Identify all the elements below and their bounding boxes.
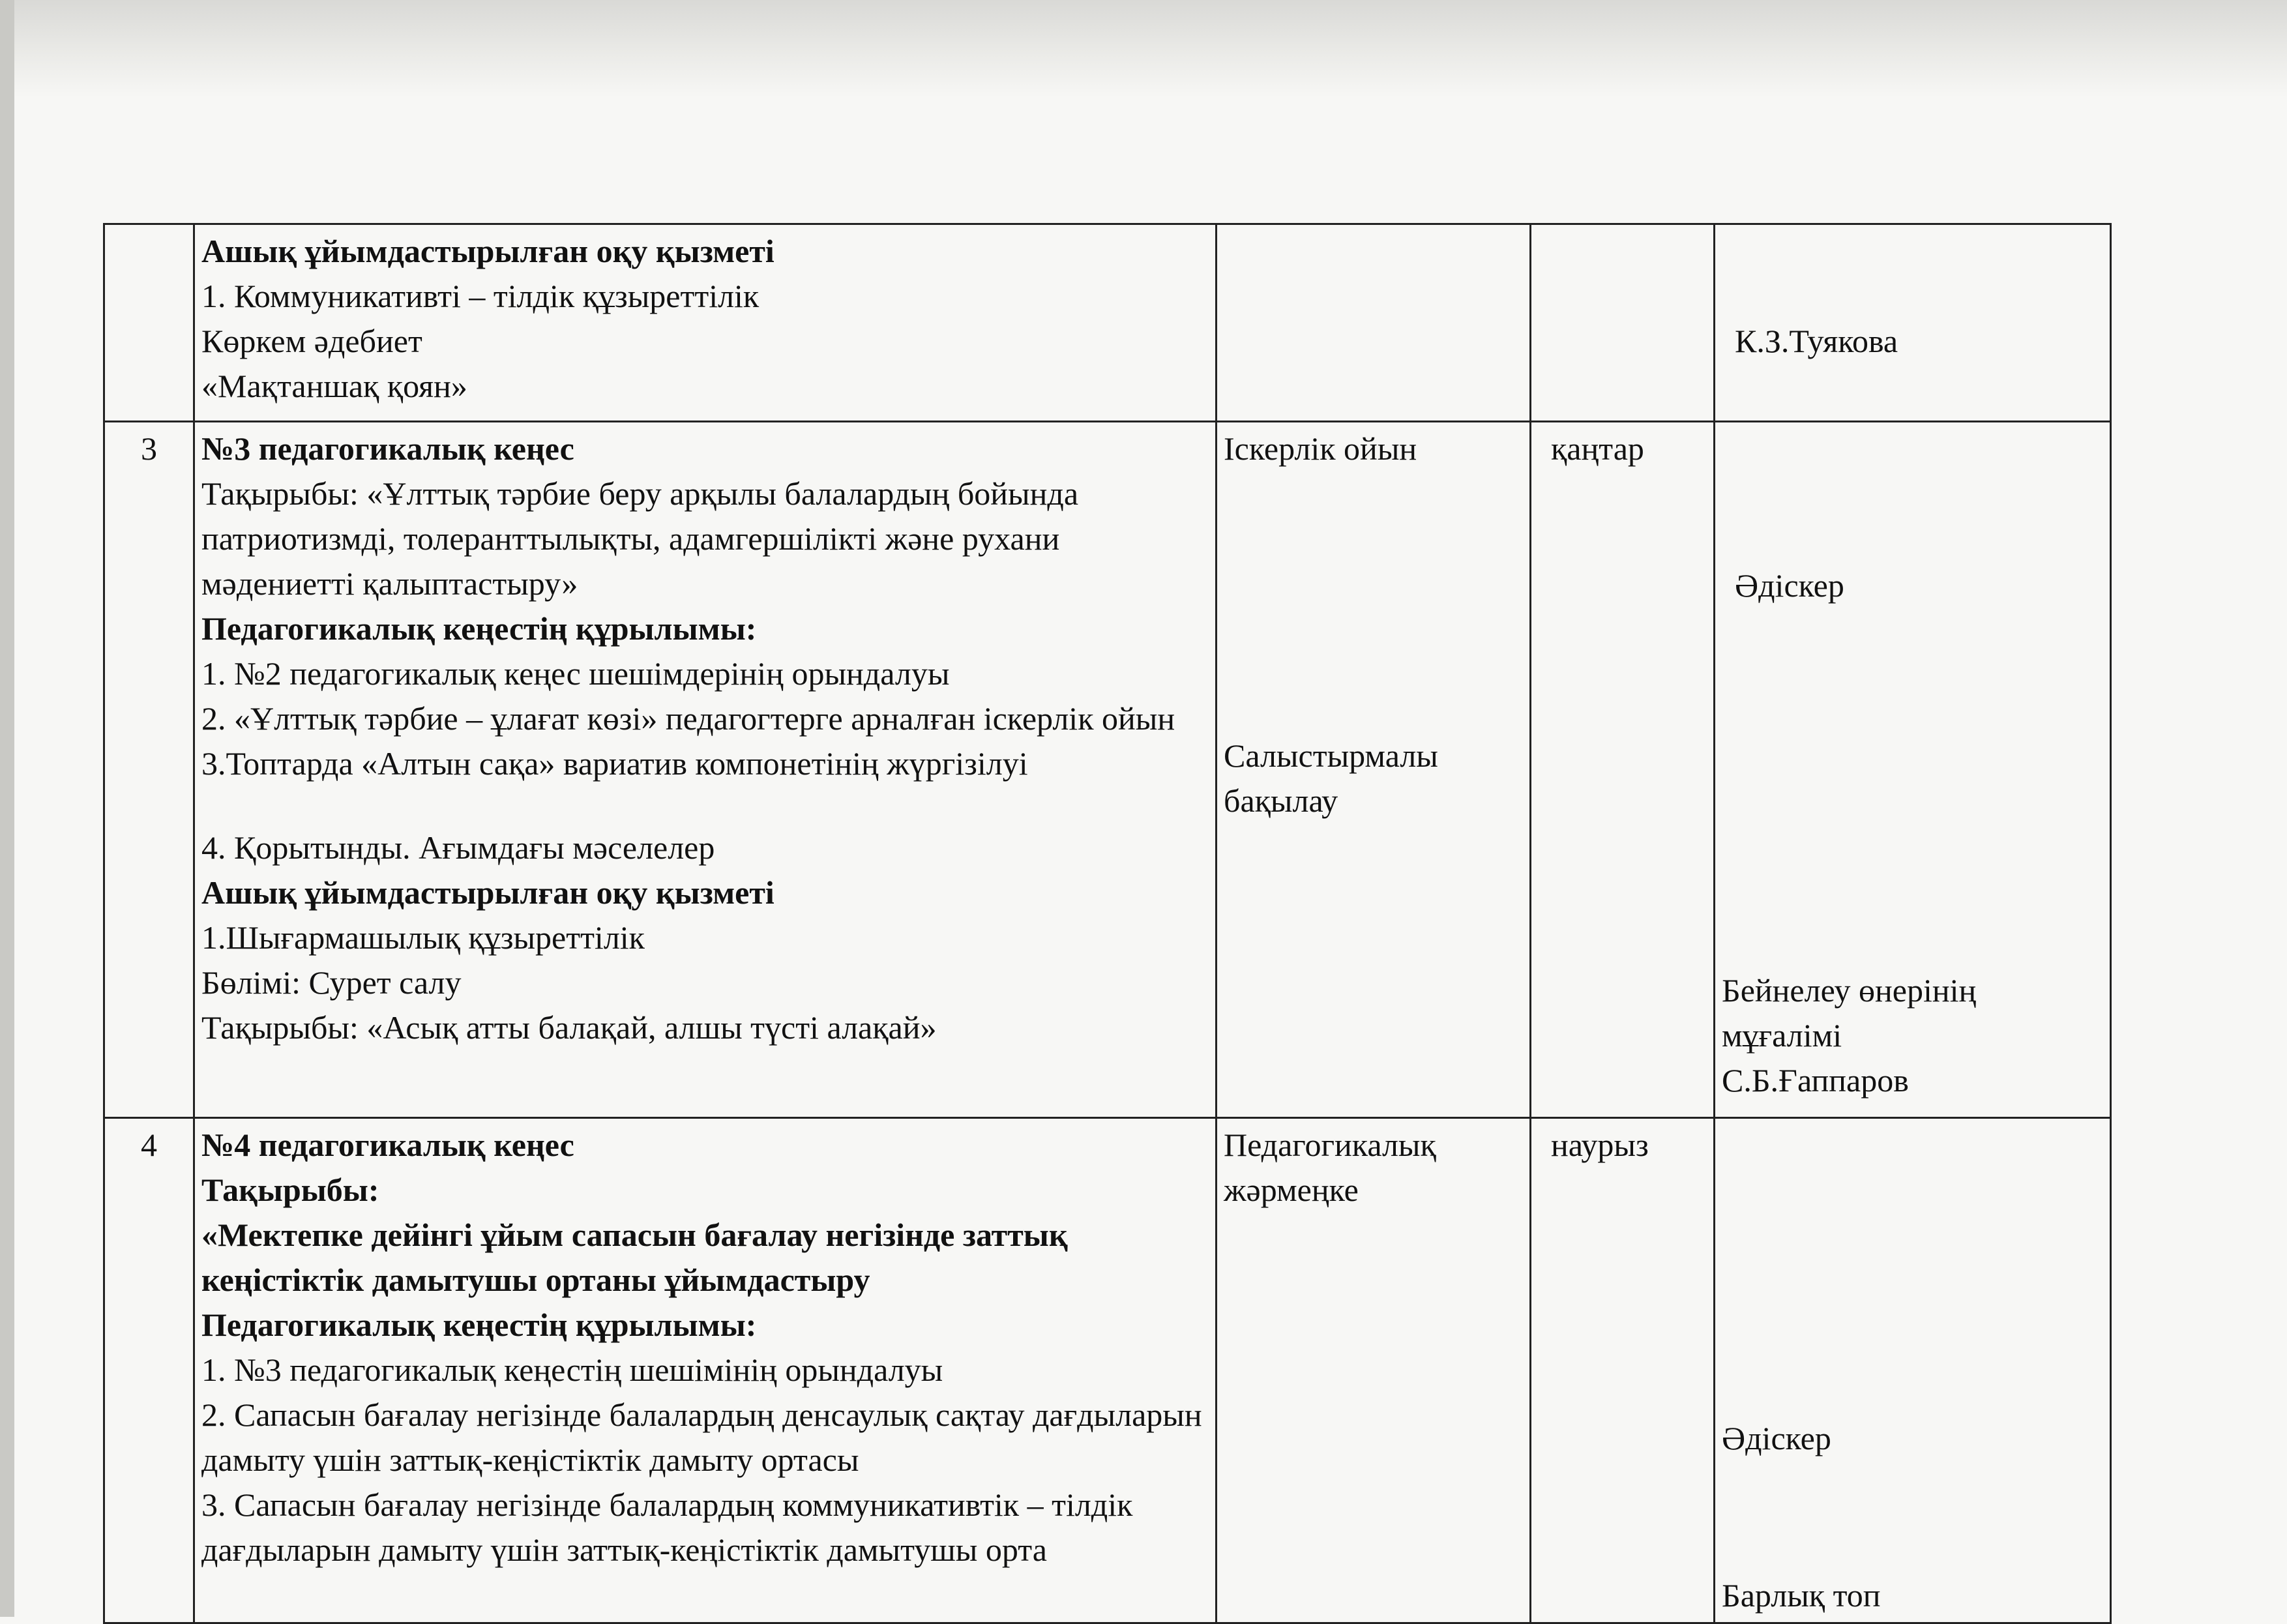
event-line: 3. Сапасын бағалау негізінде балалардың коммуникативтік – тілдік дағдыларын дамыту үшін заттық-кеңістіктік дамытушы орта [201, 1486, 1133, 1568]
event-line: Педагогикалық кеңестің құрылымы: [201, 1307, 757, 1343]
event-line: Ашық ұйымдастырылған оқу қызметі [201, 233, 775, 269]
plan-table [103, 223, 2112, 1624]
date-label: наурыз [1551, 1127, 1649, 1163]
form-label: Іскерлік ойын [1224, 430, 1417, 467]
event-form [1217, 422, 1531, 1118]
form-label: Салыстырмалы бақылау [1224, 737, 1438, 819]
event-line: Тақырыбы: «Асық атты балақай, алшы түсті алақай» [201, 1009, 937, 1046]
date-label: қаңтар [1551, 430, 1644, 467]
responsible-name: К.З.Туякова [1735, 323, 1898, 359]
event-line: 1. №3 педагогикалық кеңестің шешімінің орындалуы [201, 1351, 943, 1388]
event-line: 1.Шығармашылық құзыреттілік [201, 919, 645, 956]
row-number: 3 [104, 422, 194, 1118]
event-line: №4 педагогикалық кеңес [201, 1127, 574, 1163]
event-line: №3 педагогикалық кеңес [201, 430, 574, 467]
scan-shadow-top [0, 0, 2287, 98]
responsible-name: Әдіскер [1735, 567, 1844, 604]
event-line: 2. «Ұлттық тәрбие – ұлағат көзі» педагогтерге арналған іскерлік ойын [201, 700, 1175, 737]
event-topic: Тақырыбы: «Ұлттық тәрбие беру арқылы балалардың бойында патриотизмді, толеранттылықты, адамгершілікті және рухани мәдениетті қалыптастыру» [201, 475, 1079, 602]
event-responsible [1715, 1118, 2111, 1623]
event-topic: «Мектепке дейінгі ұйым сапасын бағалау негізінде заттық кеңістіктік дамытушы ортаны ұйымдастыру [201, 1217, 1068, 1298]
event-description [194, 224, 1217, 422]
table-row [104, 422, 2111, 1118]
event-line: «Мақтаншақ қоян» [201, 368, 467, 404]
row-number: 4 [104, 1118, 194, 1623]
scan-edge-left [0, 0, 14, 1617]
event-form [1217, 1118, 1531, 1623]
event-line: Тақырыбы: [201, 1172, 379, 1208]
responsible-name: Әдіскер [1722, 1420, 1831, 1456]
event-line: Көркем әдебиет [201, 323, 422, 359]
event-responsible [1715, 422, 2111, 1118]
event-description [194, 1118, 1217, 1623]
event-line: Педагогикалық кеңестің құрылымы: [201, 610, 757, 647]
event-responsible [1715, 224, 2111, 422]
event-line: 4. Қорытынды. Ағымдағы мәселелер [201, 829, 715, 866]
responsible-name: С.Б.Ғаппаров [1722, 1062, 1909, 1099]
event-line: 2. Сапасын бағалау негізінде балалардың денсаулық сақтау дағдыларын дамыту үшін заттық-кеңістіктік дамыту ортасы [201, 1396, 1202, 1478]
table-row [104, 1118, 2111, 1623]
responsible-name: Барлық топ [1722, 1577, 1881, 1614]
event-form [1217, 224, 1531, 422]
event-line: 1. №2 педагогикалық кеңес шешімдерінің орындалуы [201, 655, 950, 692]
event-date [1531, 224, 1715, 422]
event-line: Бөлімі: Сурет салу [201, 964, 462, 1001]
event-line: Ашық ұйымдастырылған оқу қызметі [201, 874, 775, 911]
event-description [194, 422, 1217, 1118]
table-row [104, 224, 2111, 422]
event-line: 3.Топтарда «Алтын сақа» вариатив компонетінің жүргізілуі [201, 745, 1028, 782]
form-label: Педагогикалық жәрмеңке [1224, 1127, 1436, 1208]
event-date [1531, 422, 1715, 1118]
event-line: 1. Коммуникативті – тілдік құзыреттілік [201, 278, 760, 314]
event-date [1531, 1118, 1715, 1623]
row-number [104, 224, 194, 422]
responsible-name: Бейнелеу өнерінің мұғалімі [1722, 972, 1977, 1054]
